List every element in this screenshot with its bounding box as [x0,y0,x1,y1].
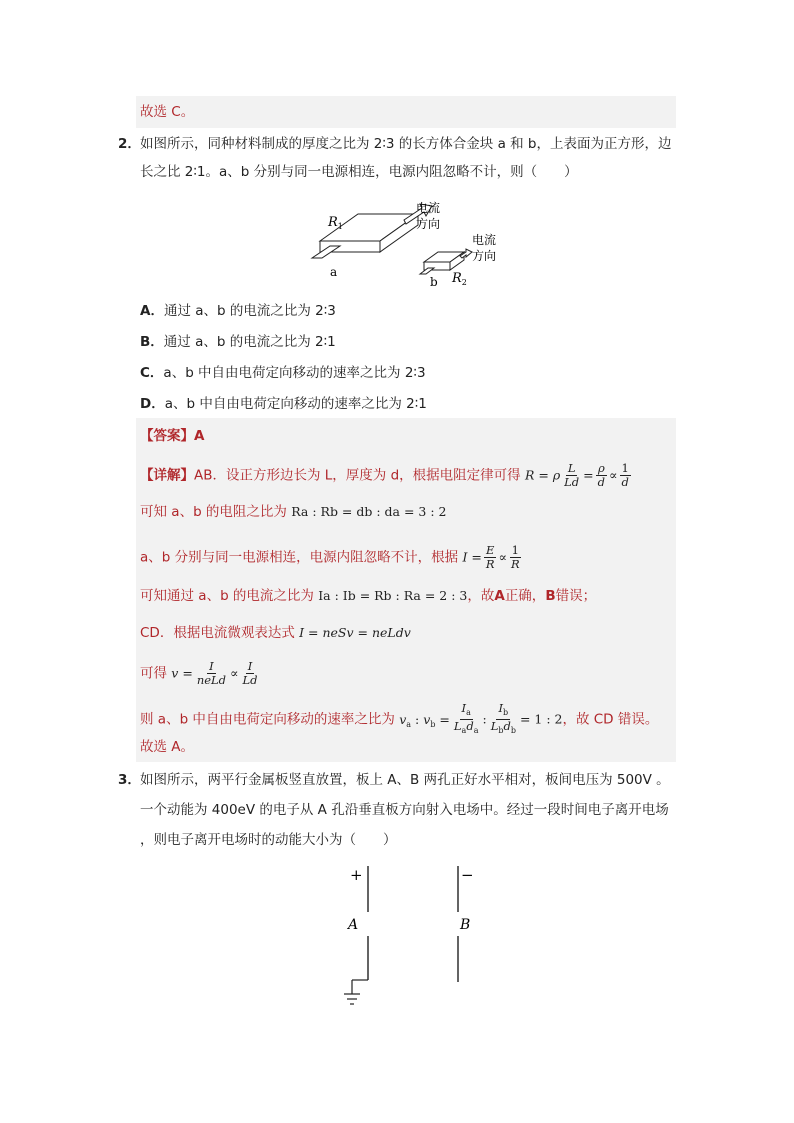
q2-detail-line4: 可知通过 a、b 的电流之比为 Ia : Ib = Rb : Ra = 2 : 3，故A正确，B错误； [140,588,597,604]
q2-figure-current-2b: 方向 [472,249,497,263]
q1-answer-end: 故选 C。 [140,104,195,120]
q2-detail-line2: 可知 a、b 的电阻之比为 Ra : Rb = db : da = 3 : 2 [140,504,447,520]
q3-number: 3． [118,772,141,788]
q3-stem-line1: 如图所示，两平行金属板竖直放置，板上 A、B 两孔正好水平相对，板间电压为 500V 。 [140,772,670,788]
q2-figure-current-1a: 电流 [416,201,441,215]
q2-detail-line3: a、b 分别与同一电源相连，电源内阻忽略不计，根据 I = $\frac{E}{R}$ ∝ $\frac{1}{R}$ [140,543,520,571]
q2-option-d: D．a、b 中自由电荷定向移动的速率之比为 2∶1 [140,396,427,412]
q2-figure-current-1b: 电流 [472,233,497,247]
q2-detail-line7: 则 a、b 中自由电荷定向移动的速率之比为 $v_a$ : $v_b$ = $\frac{I_a}{L_ad_a}$ : $\frac{I_b}{L_bd_b}$ = 1 : 2，故 CD 错误。 [140,701,659,735]
q2-figure-label-a: a [330,265,338,279]
q2-option-a: A．通过 a、b 的电流之比为 2∶3 [140,303,336,319]
q2-figure-alloy-blocks [300,196,520,292]
q2-detail-line1: 【详解】AB．设正方形边长为 L，厚度为 d，根据电阻定律可得 R = ρ $\frac{L}{Ld}$ = $\frac{\rho}{d}$ ∝ $\frac{1}{d}$ [140,461,629,489]
q3-label-b: B [460,917,471,933]
q2-option-b: B．通过 a、b 的电流之比为 2∶1 [140,334,336,350]
q3-stem-line3: ，则电子离开电场时的动能大小为（ ） [140,832,397,848]
q2-figure-current-2a: 方向 [416,217,441,231]
q2-detail-line5: CD．根据电流微观表达式 I = neSv = neLdv [140,625,411,641]
q2-option-c: C．a、b 中自由电荷定向移动的速率之比为 2∶3 [140,365,426,381]
q2-stem-line1: 如图所示，同种材料制成的厚度之比为 2∶3 的长方体合金块 a 和 b，上表面为正方形，边 [140,136,672,152]
q2-figure-label-b: b [430,275,438,289]
q2-figure-r2: $R_2$ [452,271,467,287]
q2-figure-r1: $R_1$ [328,215,343,231]
q1-answer-band [136,96,676,128]
q3-stem-line2: 一个动能为 400eV 的电子从 A 孔沿垂直板方向射入电场中。经过一段时间电子离开电场 [140,802,669,818]
q2-detail-line8: 故选 A。 [140,739,195,755]
q3-plus-sign: + [350,866,363,884]
q3-minus-sign: − [461,866,474,884]
q3-label-a: A [348,917,359,933]
q2-detail-line6: 可得 v = $\frac{I}{\text{neLd}}$ ∝ $\frac{I}{Ld}$ [140,659,258,687]
q2-current-ratio: Ia : Ib = Rb : Ra = 2 : 3 [318,588,468,603]
q2-stem-line2: 长之比 2∶1。a、b 分别与同一电源相连，电源内阻忽略不计，则（ ） [140,164,578,180]
q2-resistance-ratio: Ra : Rb = db : da = 3 : 2 [291,504,447,519]
q2-number: 2． [118,136,141,152]
q2-answer: 【答案】A [140,428,205,444]
q2-micro-current: I = neSv = neLdv [299,625,411,640]
q3-figure-parallel-plates [340,862,480,1012]
